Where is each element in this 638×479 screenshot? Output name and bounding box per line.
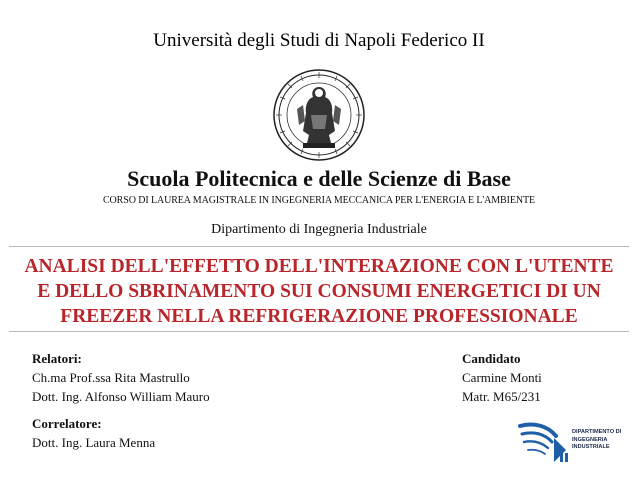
university-seal-icon: [273, 69, 365, 161]
dii-logo-line: DIPARTIMENTO DI: [572, 429, 622, 435]
thesis-title-line: FREEZER NELLA REFRIGERAZIONE PROFESSIONALE: [60, 306, 578, 327]
dii-logo-text: [572, 429, 621, 452]
university-name: Università degli Studi di Napoli Federico II: [153, 30, 485, 51]
dii-logo-line: INDUSTRIALE: [572, 444, 610, 450]
dii-logo-line: INGEGNERIA: [572, 436, 608, 443]
divider-bottom: [9, 331, 629, 332]
school-name: Scuola Politecnica e delle Scienze di Base: [127, 166, 511, 191]
co-advisor-label: Correlatore:: [32, 416, 102, 431]
candidate-name: Carmine Monti: [462, 370, 542, 385]
thesis-title-line: E DELLO SBRINAMENTO SUI CONSUMI ENERGETICI DI UN: [37, 281, 601, 302]
thesis-title: [0, 254, 638, 329]
thesis-title-line: ANALISI DELL'EFFETTO DELL'INTERAZIONE CON L'UTENTE: [24, 256, 614, 277]
candidate-matricola: Matr. M65/231: [462, 389, 541, 404]
candidate-label: Candidato: [462, 351, 521, 366]
advisor-name: Ch.ma Prof.ssa Rita Mastrullo: [32, 370, 190, 385]
divider-top: [9, 246, 629, 247]
co-advisor-name: Dott. Ing. Laura Menna: [32, 435, 156, 450]
advisor-name: Dott. Ing. Alfonso William Mauro: [32, 389, 210, 404]
advisors-label: Relatori:: [32, 351, 82, 366]
course-name: CORSO DI LAUREA MAGISTRALE IN INGEGNERIA MECCANICA PER L'ENERGIA E L'AMBIENTE: [102, 195, 535, 206]
department-name: Dipartimento di Ingegneria Industriale: [211, 222, 427, 237]
